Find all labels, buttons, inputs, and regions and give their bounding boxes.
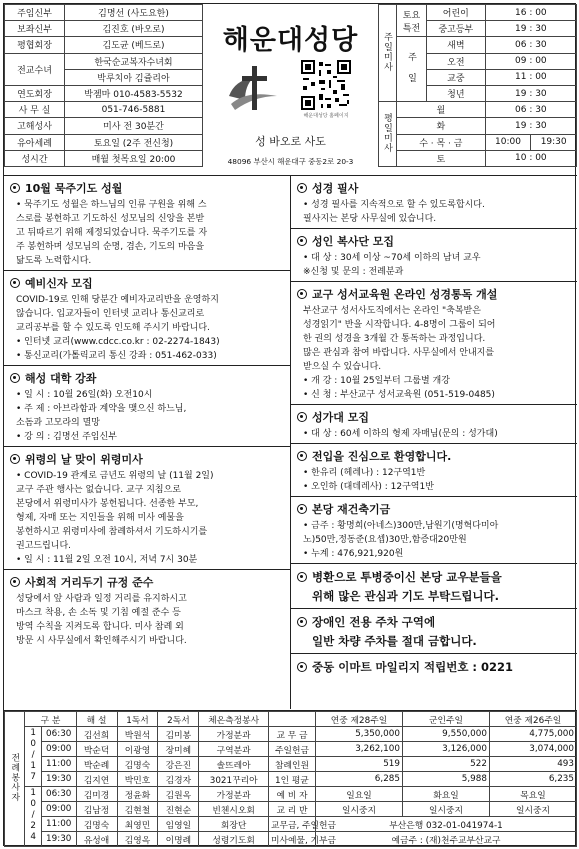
- staff-value: 매월 첫목요일 20:00: [65, 150, 203, 166]
- finance-cell: 5,988: [402, 772, 489, 787]
- section-divider: [291, 653, 577, 654]
- weekday-name: 토: [397, 150, 486, 166]
- staff-role: 주임신부: [5, 5, 65, 21]
- server-cell: 구역분과: [199, 742, 269, 757]
- section-divider: [291, 404, 577, 405]
- account-label: 교무금, 주일헌금: [268, 817, 315, 832]
- qr-caption: 해운대성당 홈페이지: [303, 113, 349, 119]
- server-cell: 이광영: [117, 742, 158, 757]
- staff-role: 사 무 실: [5, 102, 65, 118]
- table-row: [5, 787, 577, 802]
- notice-section: [4, 275, 290, 363]
- weekday-name: 월: [397, 102, 486, 118]
- finance-cell: 5,350,000: [316, 727, 403, 742]
- header-cell: 1독서: [117, 712, 158, 727]
- staff-role: 평협회장: [5, 37, 65, 53]
- staff-value: 051-746-5881: [65, 102, 203, 118]
- server-cell: 이명례: [158, 832, 199, 847]
- finance-cell: 6,285: [316, 772, 403, 787]
- bullet-icon: [10, 183, 20, 193]
- notice-section: [4, 180, 290, 268]
- staff-value: 김명선 (사도요한): [65, 5, 203, 21]
- header-cell: [268, 712, 315, 727]
- page-title: 해운대성당: [222, 25, 359, 56]
- weekday-time: 06 : 30: [485, 102, 576, 118]
- table-row: [5, 742, 577, 757]
- section-divider: [4, 270, 290, 271]
- header-cell: 연중 제26주일: [489, 712, 576, 727]
- bullet-icon: [297, 412, 307, 422]
- sunday-mass-label: 주일미사: [379, 5, 397, 102]
- notice-heading: [297, 180, 571, 196]
- server-cell: 09:00: [41, 802, 76, 817]
- finance-cell: 화요일: [402, 787, 489, 802]
- section-divider: [291, 563, 577, 564]
- notice-body: • 성경 필사를 지속적으로 할 수 있도록합시다. 필사지는 본당 사무실에 있습니다.: [303, 200, 485, 224]
- staff-row: [5, 118, 203, 134]
- header-cell: 구 분: [25, 712, 76, 727]
- staff-row: [5, 37, 203, 53]
- section-divider: [291, 443, 577, 444]
- notice-heading: [297, 409, 571, 425]
- bullet-icon: [297, 289, 307, 299]
- header-cell: 2독서: [158, 712, 199, 727]
- notice-section: [4, 370, 290, 444]
- section-divider: [4, 365, 290, 366]
- date-text: 10/24: [28, 787, 39, 843]
- staff-value: 박루치아 김쥴리아: [65, 69, 203, 85]
- section-divider: [4, 569, 290, 570]
- notice-heading: [10, 451, 284, 467]
- servers-label: [5, 712, 25, 847]
- staff-value: 한국순교복자수녀회: [65, 53, 203, 69]
- server-cell: 09:00: [41, 742, 76, 757]
- header-cell: 해 설: [76, 712, 117, 727]
- table-row: [5, 802, 577, 817]
- notice-heading: [297, 448, 571, 464]
- mass-name: 중고등부: [427, 21, 486, 37]
- staff-row: [5, 21, 203, 37]
- notice-title: 성인 복사단 모집: [312, 235, 395, 248]
- server-cell: 김영옥: [117, 832, 158, 847]
- server-cell: 회장단: [199, 817, 269, 832]
- finance-cell: 1인 평균: [268, 772, 315, 787]
- server-cell: 박원석: [117, 727, 158, 742]
- bullet-icon: [297, 572, 307, 582]
- mass-name: 청년: [427, 85, 486, 101]
- notice-section: [291, 568, 577, 606]
- notice-heading: [297, 613, 571, 651]
- section-divider: [291, 228, 577, 229]
- bullet-icon: [297, 451, 307, 461]
- finance-cell: 9,550,000: [402, 727, 489, 742]
- bullet-icon: [297, 236, 307, 246]
- notice-section: [291, 613, 577, 651]
- server-cell: 김미경: [76, 787, 117, 802]
- server-cell: 유성애: [76, 832, 117, 847]
- mass-time: 06 : 30: [485, 37, 576, 53]
- finance-cell: 6,235: [489, 772, 576, 787]
- bullet-icon: [10, 278, 20, 288]
- staff-row: [5, 53, 203, 69]
- account-info: 부산은행 032-01-041974-1: [316, 817, 577, 832]
- date-text: 10/17: [28, 727, 39, 783]
- staff-value: 미사 전 30분간: [65, 118, 203, 134]
- finance-cell: 일시중지: [402, 802, 489, 817]
- notice-section: [291, 180, 577, 226]
- server-cell: 김남정: [76, 802, 117, 817]
- notice-title: 성가대 모집: [312, 411, 369, 424]
- notice-section: [4, 574, 290, 648]
- notice-highlight: 중동 이마트 마일리지 적립번호 : 0221: [312, 660, 514, 674]
- server-cell: 김명숙: [117, 757, 158, 772]
- server-cell: 박순례: [76, 757, 117, 772]
- server-cell: 가정분과: [199, 727, 269, 742]
- server-cell: 11:00: [41, 817, 76, 832]
- finance-cell: 3,262,100: [316, 742, 403, 757]
- notice-title: 성경 필사: [312, 182, 359, 195]
- notice-body: COVID-19로 인해 당분간 예비자교리반을 운영하지 않습니다. 입교자들이 인터넷 교리나 통신교리로 교리공부를 할 수 있도록 인도해 주시기 바랍니다. • 인터넷 교리(www.cdcc.co.kr : 02-2274-1843) • 통신교리(가톨릭교리 통신 강좌 : 051-462-033): [16, 295, 220, 361]
- server-cell: 박순덕: [76, 742, 117, 757]
- server-cell: 진현순: [158, 802, 199, 817]
- account-info: 예금주 : (재)천주교부산교구: [316, 832, 577, 847]
- server-cell: 성령기도회: [199, 832, 269, 847]
- finance-cell: 일시중지: [316, 802, 403, 817]
- staff-role: 보좌신부: [5, 21, 65, 37]
- account-label: 미사예물, 기부금: [268, 832, 315, 847]
- staff-row: [5, 85, 203, 101]
- notice-body: • 한유리 (헤레나) : 12구역1반 • 오인하 (대데레사) : 12구역1반: [303, 468, 434, 492]
- table-row: [5, 727, 577, 742]
- notice-section: [291, 286, 577, 402]
- notice-title: 해성 대학 강좌: [25, 372, 97, 385]
- finance-cell: 교 리 반: [268, 802, 315, 817]
- notice-title: 10월 묵주기도 성월: [25, 182, 123, 195]
- servers-and-finance-table: [4, 711, 577, 847]
- notice-body: 부산교구 성서사도직에서는 온라인 "축복받은 성경읽기" 반을 시작합니다. 4-8명이 그룹이 되어 한 권의 성경을 3개월 간 통독하는 과정입니다. 많은 관심과 참여 바랍니다. 사무실에서 안내지를 받으실 수 있습니다. • 개 강 : 10월 25일부터 그룹별 개강 • 신 청 : 부산교구 성서교육원 (051-519-0485): [303, 306, 496, 400]
- server-cell: 가정분과: [199, 787, 269, 802]
- server-cell: 11:00: [41, 757, 76, 772]
- notice-heading: [297, 233, 571, 249]
- section-divider: [4, 446, 290, 447]
- staff-row: [5, 150, 203, 166]
- notice-body: • 묵주기도 성월은 하느님의 인류 구원을 위해 스 스로를 봉헌하고 기도하신 성모님의 신앙을 본받 고 뒤따르기 위해 제정되었습니다. 묵주기도를 자 주 봉헌하며 성모님의 순명, 겸손, 기도의 마음을 닮도록 노력합시다.: [16, 200, 208, 266]
- notice-section: [291, 448, 577, 494]
- notice-title: 사회적 거리두기 규정 준수: [25, 576, 154, 589]
- table-row: [5, 817, 577, 832]
- staff-value: 김도균 (베드로): [65, 37, 203, 53]
- notice-heading: [297, 658, 571, 677]
- staff-value: 김진호 (바오로): [65, 21, 203, 37]
- header-cell: 연중 제28주일: [316, 712, 403, 727]
- finance-cell: 522: [402, 757, 489, 772]
- mass-time: 19 : 30: [485, 85, 576, 101]
- mass-name: 새벽: [427, 37, 486, 53]
- bulletin-page: [3, 3, 576, 846]
- server-cell: 박민호: [117, 772, 158, 787]
- table-header-row: [5, 712, 577, 727]
- finance-cell: 4,775,000: [489, 727, 576, 742]
- notice-body: • COVID-19 관계로 금년도 위령의 날 (11월 2일) 교구 주관 행사는 없습니다. 교구 지침으로 본당에서 위령미사가 봉헌됩니다. 선종한 부모, 형제, 자매 또는 지인들을 위해 미사 예물을 봉헌하시고 위령미사에 참례하셔서 기도하시기를 권고드립니다. • 일 시 : 11월 2일 오전 10시, 저녁 7시 30분: [16, 471, 214, 565]
- mass-time: 16 : 00: [485, 5, 576, 21]
- servers-label-text: 전례봉사자: [9, 753, 20, 802]
- notice-title: 위령의 날 맞이 위령미사: [25, 453, 143, 466]
- server-cell: 06:30: [41, 787, 76, 802]
- server-cell: 김원옥: [158, 787, 199, 802]
- server-cell: 김명숙: [76, 817, 117, 832]
- finance-cell: 3,074,000: [489, 742, 576, 757]
- server-cell: 김경자: [158, 772, 199, 787]
- qr-code-icon: [301, 60, 351, 110]
- header: [4, 4, 577, 174]
- table-row: [5, 832, 577, 847]
- notice-body: • 대 상 : 30세 이상 ~70세 이하의 남녀 교우 ※신청 및 문의 : 전례분과: [303, 253, 481, 277]
- header-cell: 군인주일: [402, 712, 489, 727]
- notice-section: [291, 501, 577, 561]
- table-row: [5, 772, 577, 787]
- notice-heading: [10, 180, 284, 196]
- server-cell: 3021꾸리아: [199, 772, 269, 787]
- notice-body: 성당에서 앞 사람과 일정 거리를 유지하시고 마스크 착용, 손 소독 및 기침 예절 준수 등 방역 수칙을 지켜도록 합니다. 미사 참례 외 방문 시 사무실에서 확인해주시기 바랍니다.: [16, 594, 187, 646]
- mass-name: 교중: [427, 69, 486, 85]
- notice-highlight: 병환으로 투병중이신 본당 교우분들을 위해 많은 관심과 기도 부탁드립니다.: [312, 570, 502, 603]
- server-cell: 정윤화: [117, 787, 158, 802]
- notice-title: 본당 재건축기금: [312, 503, 391, 516]
- section-divider: [291, 496, 577, 497]
- parish-address: 48096 부산시 해운대구 중동2로 20-3: [227, 157, 354, 166]
- notice-section: [291, 658, 577, 677]
- server-cell: 최영민: [117, 817, 158, 832]
- notice-title: 전입을 진심으로 환영합니다.: [312, 450, 452, 463]
- server-cell: 빈첸시오회: [199, 802, 269, 817]
- weekday-time: 10:00: [485, 134, 531, 150]
- notice-section: [4, 451, 290, 567]
- mass-schedule: [378, 4, 577, 167]
- notice-body: • 금주 : 황명희(아네스)300만,남원기(명혁다미아 노)50만,정동준(요셉)30만,함증대20만원 • 누계 : 476,921,920원: [303, 521, 499, 559]
- mass-time: 11 : 00: [485, 69, 576, 85]
- weekday-name: 수 · 목 · 금: [397, 134, 486, 150]
- sunday-label: 주 일: [397, 37, 427, 102]
- finance-cell: 493: [489, 757, 576, 772]
- staff-table: [4, 4, 203, 167]
- notice-heading: [297, 501, 571, 517]
- parish-logo-icon: [225, 60, 283, 118]
- server-cell: 솔뜨레아: [199, 757, 269, 772]
- notice-heading: [297, 568, 571, 606]
- weekday-time: 19:30: [531, 134, 577, 150]
- notice-heading: [10, 370, 284, 386]
- finance-cell: 3,126,000: [402, 742, 489, 757]
- staff-value: 박젬마 010-4583-5532: [65, 85, 203, 101]
- patron-saint: 성 바오로 사도: [255, 135, 326, 148]
- server-cell: 06:30: [41, 727, 76, 742]
- finance-cell: 일시중지: [489, 802, 576, 817]
- server-cell: 김현철: [117, 802, 158, 817]
- server-cell: 김미봉: [158, 727, 199, 742]
- mass-name: 오전: [427, 53, 486, 69]
- notice-section: [291, 409, 577, 441]
- bullet-icon: [297, 617, 307, 627]
- bullet-icon: [10, 373, 20, 383]
- server-cell: 김지연: [76, 772, 117, 787]
- bullet-icon: [297, 504, 307, 514]
- staff-role: 연도회장: [5, 85, 65, 101]
- staff-role: 유아세례: [5, 134, 65, 150]
- finance-cell: 예 비 자: [268, 787, 315, 802]
- notice-body: • 일 시 : 10월 26일(화) 오전10시 • 주 제 : 아브라함과 계약을 맺으신 하느님, 소돔과 고모라의 멸망 • 강 의 : 김명선 주임신부: [16, 390, 187, 442]
- right-notices: [291, 175, 577, 709]
- server-cell: 임영일: [158, 817, 199, 832]
- bullet-icon: [10, 577, 20, 587]
- bullet-icon: [297, 183, 307, 193]
- staff-row: [5, 102, 203, 118]
- notice-heading: [297, 286, 571, 302]
- staff-row: [5, 5, 203, 21]
- bullet-icon: [297, 662, 307, 672]
- staff-value: 토요일 (2주 전신청): [65, 134, 203, 150]
- bottom-section: [4, 710, 577, 847]
- notice-title: 교구 성서교육원 온라인 성경통독 개설: [312, 288, 498, 301]
- notice-section: [291, 233, 577, 279]
- staff-role: 성시간: [5, 150, 65, 166]
- server-cell: 김선희: [76, 727, 117, 742]
- section-divider: [291, 281, 577, 282]
- finance-cell: 일요일: [316, 787, 403, 802]
- weekday-mass-label: 평일미사: [379, 102, 397, 167]
- left-notices: [4, 175, 291, 709]
- mass-time: 19 : 30: [485, 21, 576, 37]
- date-cell: [25, 787, 41, 847]
- notice-heading: [10, 275, 284, 291]
- notice-body: • 대 상 : 60세 이하의 형제 자매님(문의 : 성가대): [303, 429, 498, 439]
- notice-title: 예비신자 모집: [25, 277, 93, 290]
- server-cell: 19:30: [41, 772, 76, 787]
- finance-cell: 목요일: [489, 787, 576, 802]
- finance-cell: 교 무 금: [268, 727, 315, 742]
- saturday-label: 토요 특전: [397, 5, 427, 37]
- server-cell: 19:30: [41, 832, 76, 847]
- table-row: [5, 757, 577, 772]
- weekday-name: 화: [397, 118, 486, 134]
- mass-name: 어린이: [427, 5, 486, 21]
- finance-cell: 참례인원: [268, 757, 315, 772]
- finance-cell: 주일헌금: [268, 742, 315, 757]
- notice-highlight: 장애인 전용 주차 구역에 일반 차량 주차를 절대 금합니다.: [312, 615, 477, 648]
- bullet-icon: [10, 454, 20, 464]
- header-cell: 체온측정봉사: [199, 712, 269, 727]
- staff-role: 고해성사: [5, 118, 65, 134]
- date-cell: [25, 727, 41, 787]
- notice-heading: [10, 574, 284, 590]
- staff-row: [5, 134, 203, 150]
- server-cell: 장미혜: [158, 742, 199, 757]
- mass-time: 09 : 00: [485, 53, 576, 69]
- staff-role: 전교수녀: [5, 53, 65, 85]
- header-center: [203, 4, 378, 174]
- weekday-time: 19 : 30: [485, 118, 576, 134]
- server-cell: 강은진: [158, 757, 199, 772]
- section-divider: [291, 608, 577, 609]
- finance-cell: 519: [316, 757, 403, 772]
- weekday-time: 10 : 00: [485, 150, 576, 166]
